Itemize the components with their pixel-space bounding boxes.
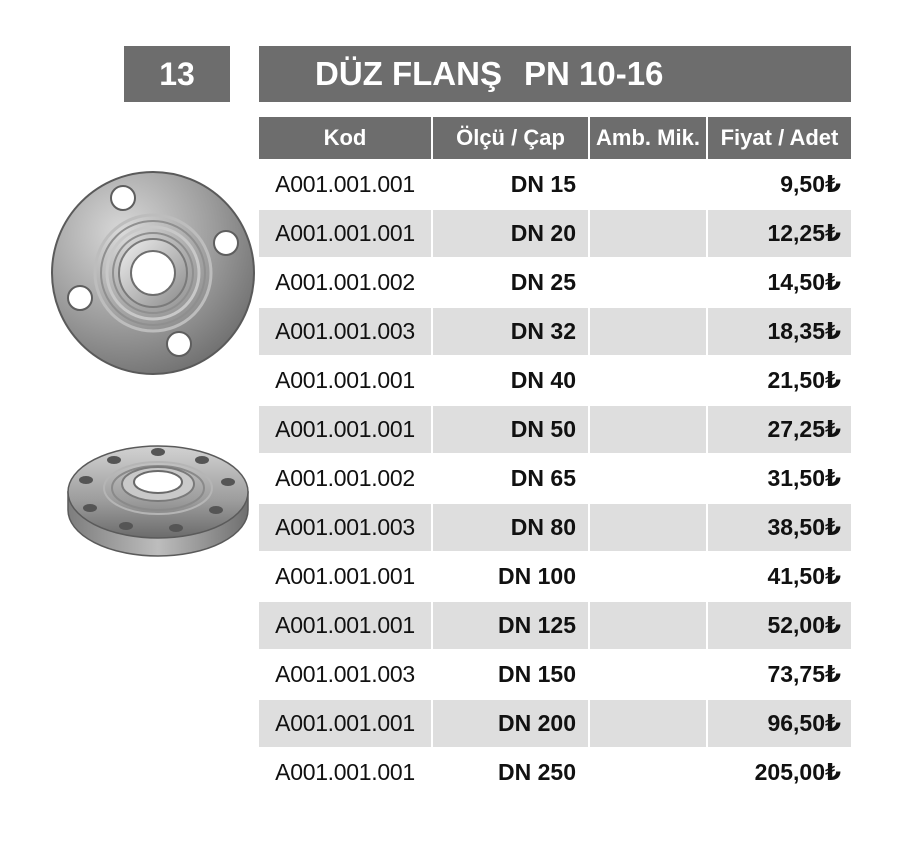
product-code-cell: A001.001.002 (259, 258, 432, 307)
price-cell: 96,50₺ (707, 699, 851, 748)
package-qty-cell (589, 503, 707, 552)
flat-flange-angled-photo (66, 430, 250, 560)
title-pressure-class: PN 10-16 (523, 55, 664, 92)
table-row (259, 552, 851, 601)
price-cell: 12,25₺ (707, 209, 851, 258)
table-row (259, 258, 851, 307)
price-cell: 18,35₺ (707, 307, 851, 356)
size-cell: DN 65 (432, 454, 589, 503)
package-qty-cell (589, 405, 707, 454)
table-header-row (259, 117, 851, 160)
package-qty-cell (589, 601, 707, 650)
price-cell: 52,00₺ (707, 601, 851, 650)
package-qty-cell (589, 160, 707, 209)
product-code-cell: A001.001.001 (259, 209, 432, 258)
header-code: Kod (259, 117, 432, 160)
size-cell: DN 200 (432, 699, 589, 748)
size-cell: DN 125 (432, 601, 589, 650)
product-code-cell: A001.001.001 (259, 552, 432, 601)
table-row (259, 209, 851, 258)
product-code-cell: A001.001.003 (259, 650, 432, 699)
size-cell: DN 80 (432, 503, 589, 552)
product-code-cell: A001.001.001 (259, 699, 432, 748)
table-row (259, 650, 851, 699)
size-cell: DN 40 (432, 356, 589, 405)
product-code-cell: A001.001.003 (259, 307, 432, 356)
table-row (259, 356, 851, 405)
package-qty-cell (589, 748, 707, 796)
page-title (259, 46, 851, 102)
page-number-badge: 13 (124, 46, 230, 102)
product-code-cell: A001.001.001 (259, 601, 432, 650)
table-row (259, 454, 851, 503)
price-cell: 73,75₺ (707, 650, 851, 699)
size-cell: DN 50 (432, 405, 589, 454)
table-row (259, 699, 851, 748)
size-cell: DN 250 (432, 748, 589, 796)
price-cell: 9,50₺ (707, 160, 851, 209)
package-qty-cell (589, 552, 707, 601)
package-qty-cell (589, 258, 707, 307)
size-cell: DN 100 (432, 552, 589, 601)
table-row (259, 601, 851, 650)
product-code-cell: A001.001.001 (259, 748, 432, 796)
flat-flange-front-photo (50, 170, 256, 376)
product-code-cell: A001.001.001 (259, 356, 432, 405)
package-qty-cell (589, 454, 707, 503)
price-cell: 14,50₺ (707, 258, 851, 307)
price-cell: 205,00₺ (707, 748, 851, 796)
price-cell: 31,50₺ (707, 454, 851, 503)
table-row (259, 748, 851, 796)
title-product-name: DÜZ FLANŞ (315, 55, 502, 92)
size-cell: DN 32 (432, 307, 589, 356)
package-qty-cell (589, 699, 707, 748)
package-qty-cell (589, 307, 707, 356)
table-row (259, 503, 851, 552)
header-price: Fiyat / Adet (707, 117, 851, 160)
size-cell: DN 15 (432, 160, 589, 209)
header-package-qty: Amb. Mik. (589, 117, 707, 160)
header-size: Ölçü / Çap (432, 117, 589, 160)
size-cell: DN 150 (432, 650, 589, 699)
package-qty-cell (589, 209, 707, 258)
price-table (259, 117, 851, 796)
price-cell: 41,50₺ (707, 552, 851, 601)
table-row (259, 307, 851, 356)
table-row (259, 160, 851, 209)
price-cell: 21,50₺ (707, 356, 851, 405)
package-qty-cell (589, 356, 707, 405)
price-cell: 38,50₺ (707, 503, 851, 552)
product-code-cell: A001.001.002 (259, 454, 432, 503)
package-qty-cell (589, 650, 707, 699)
product-code-cell: A001.001.001 (259, 160, 432, 209)
size-cell: DN 20 (432, 209, 589, 258)
size-cell: DN 25 (432, 258, 589, 307)
product-code-cell: A001.001.003 (259, 503, 432, 552)
table-row (259, 405, 851, 454)
product-code-cell: A001.001.001 (259, 405, 432, 454)
price-cell: 27,25₺ (707, 405, 851, 454)
